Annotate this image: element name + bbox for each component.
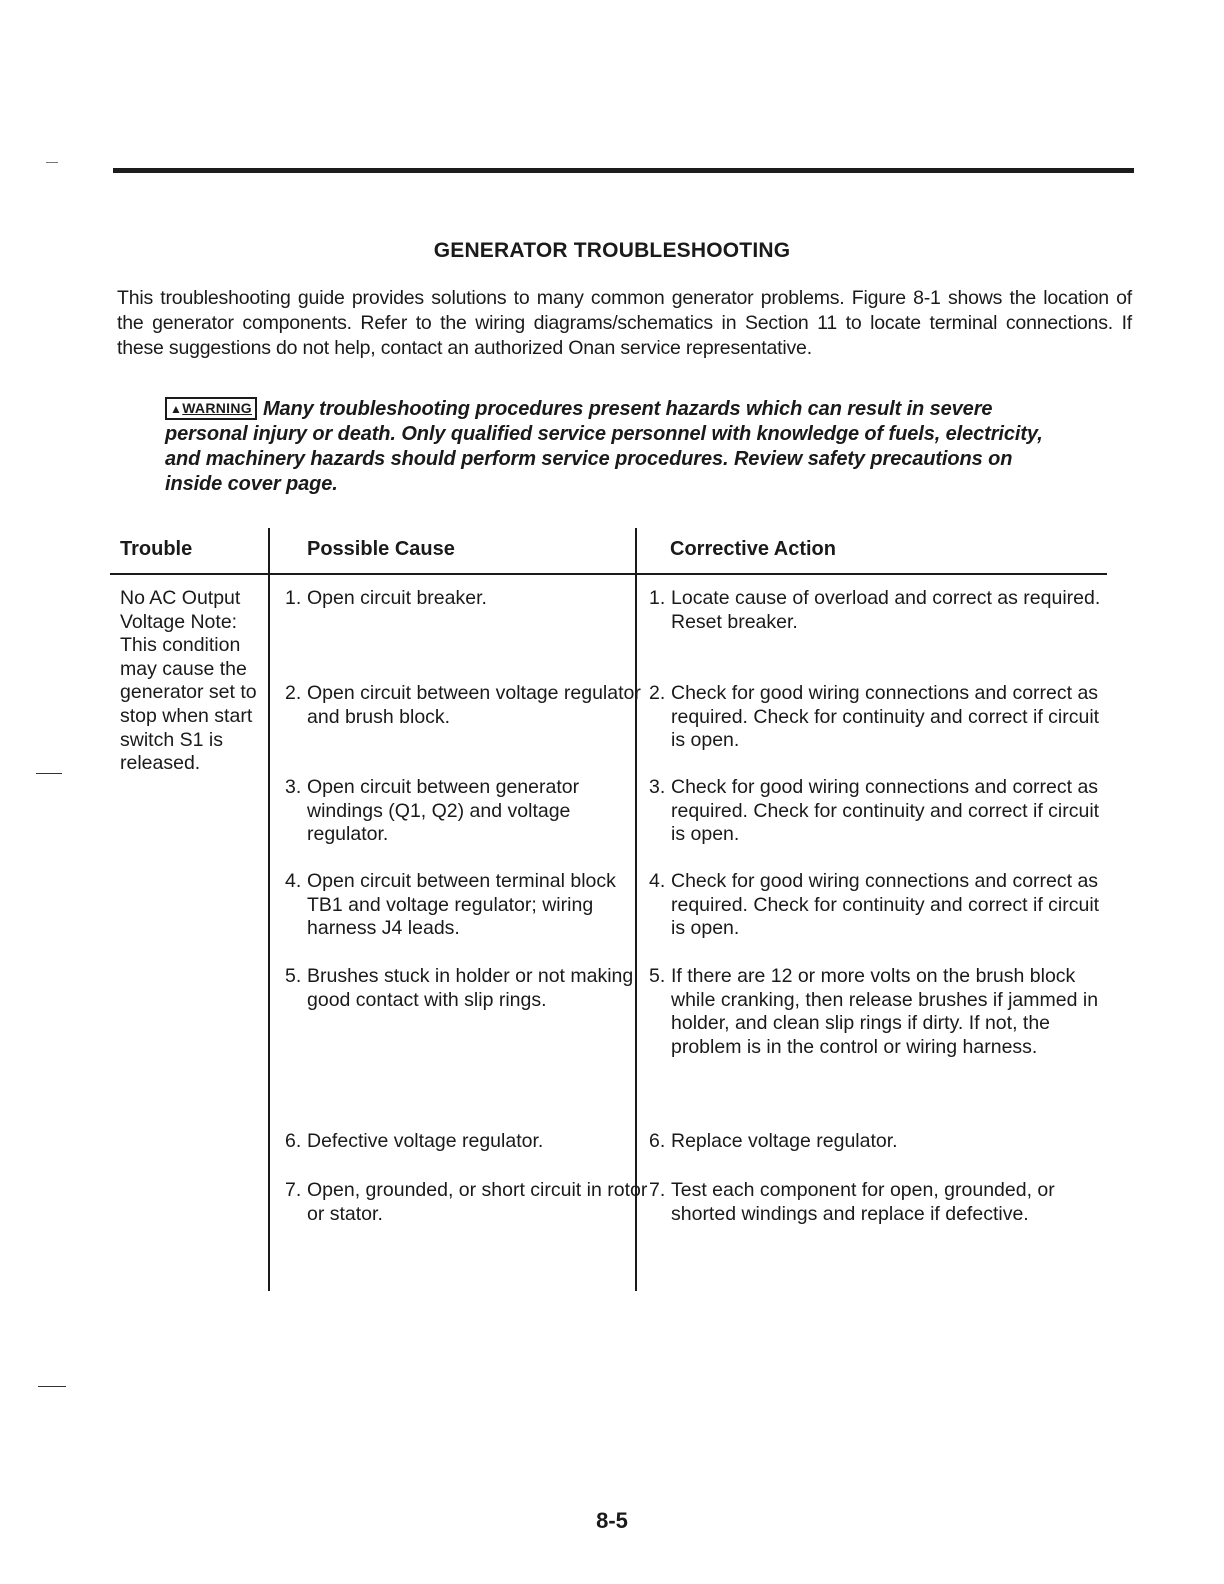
action-text: Locate cause of overload and correct as required. Reset breaker. [671,587,1101,633]
cause-item [285,1130,652,1154]
action-item [649,1130,1111,1154]
table-header-rule [110,573,1107,575]
action-item [649,870,1111,941]
item-number: 3. [285,776,302,798]
item-number: 6. [285,1130,302,1152]
action-text: Check for good wiring connections and correct as required. Check for continuity and correct if circuit is open. [671,682,1100,752]
cause-item [285,1179,652,1226]
column-divider [268,528,270,1291]
item-number: 4. [649,870,666,892]
header-trouble: Trouble [120,538,193,560]
warning-badge [165,397,257,420]
cause-text: Brushes stuck in holder or not making good contact with slip rings. [307,965,634,1011]
action-text: Replace voltage regulator. [671,1130,898,1152]
item-number: 7. [285,1179,302,1201]
item-number: 5. [649,965,666,987]
cause-item [285,870,652,941]
cause-item [285,682,652,729]
cause-text: Open circuit breaker. [307,587,487,609]
scan-mark [46,162,58,163]
action-item [649,965,1111,1059]
scan-mark [36,773,62,774]
action-text: Check for good wiring connections and correct as required. Check for continuity and correct if circuit is open. [671,776,1100,846]
item-number: 7. [649,1179,666,1201]
cause-text: Open, grounded, or short circuit in rotor or stator. [307,1179,648,1225]
item-number: 2. [649,682,666,704]
item-number: 1. [649,587,666,609]
page-title: GENERATOR TROUBLESHOOTING [433,239,791,262]
intro-paragraph: This troubleshooting guide provides solutions to many common generator problems. Figure 8-1 shows the location of the generator components. Refer to the wiring diagrams/schematics in Section 11 to locate terminal connections. If these suggestions do not help, contact an authorized Onan service representative. [117,287,1132,359]
warning-label: WARNING [182,400,252,416]
item-number: 2. [285,682,302,704]
item-number: 4. [285,870,302,892]
action-text: Check for good wiring connections and correct as required. Check for continuity and correct if circuit is open. [671,870,1100,940]
cause-text: Open circuit between terminal block TB1 and voltage regulator; wiring harness J4 leads. [307,870,616,940]
item-number: 5. [285,965,302,987]
trouble-cell: No AC Output Voltage Note: This condition may cause the generator set to stop when start switch S1 is released. [120,587,257,775]
action-text: If there are 12 or more volts on the brush block while cranking, then release brushes if jammed in holder, and clean slip rings if dirty. If not, the problem is in the control or wiring harness. [671,965,1099,1058]
cause-text: Defective voltage regulator. [307,1130,544,1152]
item-number: 6. [649,1130,666,1152]
action-text: Test each component for open, grounded, or shorted windings and replace if defective. [671,1179,1055,1225]
header-rule [113,168,1134,173]
header-possible-cause: Possible Cause [307,538,455,560]
warning-block [165,397,1070,497]
cause-item [285,776,652,847]
action-item [649,682,1111,753]
cause-item [285,587,652,611]
scan-mark [38,1386,66,1387]
header-corrective-action: Corrective Action [670,538,836,560]
action-item [649,587,1111,634]
item-number: 3. [649,776,666,798]
warning-triangle-icon: ▲ [170,402,183,416]
warning-text: Many troubleshooting procedures present hazards which can result in severe personal injury or death. Only qualified service personnel with knowledge of fuels, electricity, and machinery hazards should perform service procedures. Review safety precautions on inside cover page. [165,398,1043,495]
page-number: 8-5 [596,1508,628,1533]
action-item [649,776,1111,847]
cause-item [285,965,652,1012]
cause-text: Open circuit between voltage regulator and brush block. [307,682,641,728]
item-number: 1. [285,587,302,609]
action-item [649,1179,1111,1226]
cause-text: Open circuit between generator windings (Q1, Q2) and voltage regulator. [307,776,580,846]
